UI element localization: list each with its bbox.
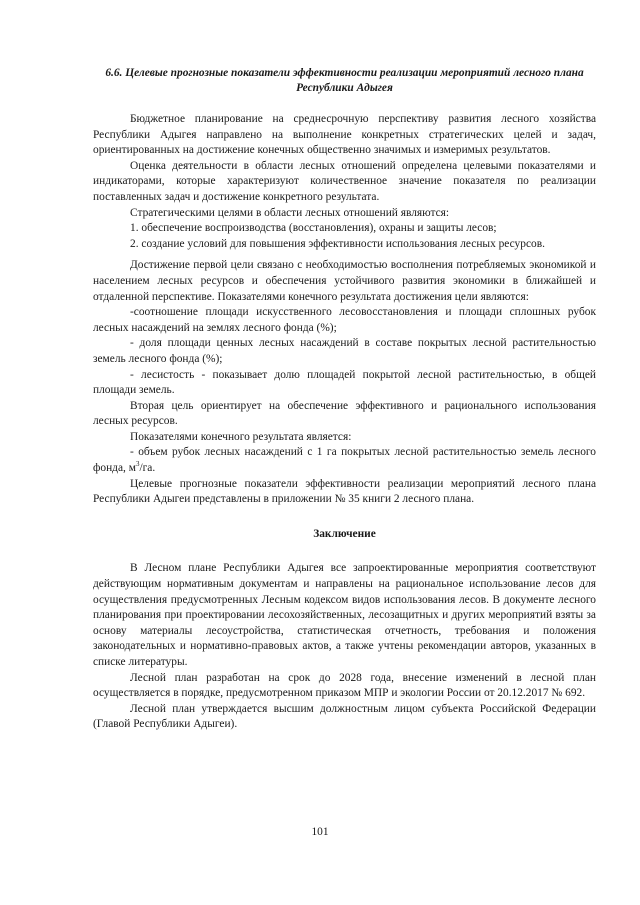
- paragraph-strategic-goals-intro: Стратегическими целями в области лесных отношений являются:: [130, 206, 450, 219]
- paragraph-result-indicators-intro: Показателями конечного результата является:: [130, 430, 352, 443]
- paragraph-activity-assessment: Оценка деятельности в области лесных отношений определена целевыми показателями и индикаторами, которые характеризуют количественное значение показателя по реализации поставленных задач и достижение конкретного результата.: [93, 159, 596, 203]
- paragraph-appendix-reference: Целевые прогнозные показатели эффективности реализации мероприятий лесного плана Республики Адыгеи представлены в приложении № 35 книги 2 лесного плана.: [93, 477, 596, 506]
- unit-suffix: /га.: [139, 462, 156, 475]
- indicator-valuable-stands-share: - доля площади ценных лесных насаждений в составе покрытых лесной растительностью земель лесного фонда (%);: [93, 337, 596, 365]
- indicator-forest-cover: - лесистость - показывает долю площадей покрытой лесной растительностью, в общей площади земель.: [93, 368, 596, 397]
- conclusion-paragraph-3: Лесной план утверждается высшим должностным лицом субъекта Российской Федерации (Главой Республики Адыгеи).: [93, 702, 596, 731]
- conclusion-title: Заключение: [313, 527, 376, 540]
- conclusion-paragraph-1: В Лесном плане Республики Адыгея все запроектированные мероприятия соответствуют действующим нормативным документам и направлены на рациональное использование лесов для осуществления предусмотренных Лесным кодексом видов использования лесов. В документе лесного планирования при проектировании лесохозяйственных, лесозащитных и других мероприятий взяты за основу материалы лесоустройства, статистическая отчетность, требования и положения законодательных и нормативно-правовых актов, а также учтены рекомендации авторов, указанных в списке литературы.: [93, 562, 596, 668]
- conclusion-paragraph-2: Лесной план разработан на срок до 2028 года, внесение изменений в лесной план осуществляется в порядке, предусмотренном приказом МПР и экологии России от 20.12.2017 № 692.: [93, 671, 596, 700]
- unit-exponent: 3: [135, 460, 140, 469]
- paragraph-second-goal: Вторая цель ориентирует на обеспечение эффективного и рационального использования лесных ресурсов.: [93, 399, 596, 428]
- indicator-logging-volume: [93, 445, 596, 476]
- list-item-goal-2: 2. создание условий для повышения эффективности использования лесных ресурсов.: [130, 237, 545, 250]
- page-number: 101: [311, 826, 329, 838]
- page-body: [93, 66, 596, 733]
- section-title: 6.6. Целевые прогнозные показатели эффективности реализации мероприятий лесного плана Республики Адыгея: [105, 67, 584, 94]
- paragraph-budget-planning: Бюджетное планирование на среднесрочную перспективу развития лесного хозяйства Республики Адыгея направлено на выполнение конкретных стратегических целей и задач, ориентированных на достижение конечных общественно значимых и измеримых результатов.: [93, 113, 596, 157]
- indicator-reforestation-ratio: -соотношение площади искусственного лесовосстановления и площади сплошных рубок лесных насаждений на землях лесного фонда (%);: [93, 306, 596, 334]
- list-item-goal-1: 1. обеспечение воспроизводства (восстановления), охраны и защиты лесов;: [130, 222, 497, 235]
- logging-volume-text: - объем рубок лесных насаждений с 1 га покрытых лесной растительностью земель лесного фонда, м: [93, 446, 596, 475]
- paragraph-first-goal: Достижение первой цели связано с необходимостью восполнения потребляемых экономикой и населением лесных ресурсов и обеспечения устойчивого развития экономики в ближайшей и отдаленной перспективе. Показателями конечного результата достижения цели являются:: [93, 259, 596, 303]
